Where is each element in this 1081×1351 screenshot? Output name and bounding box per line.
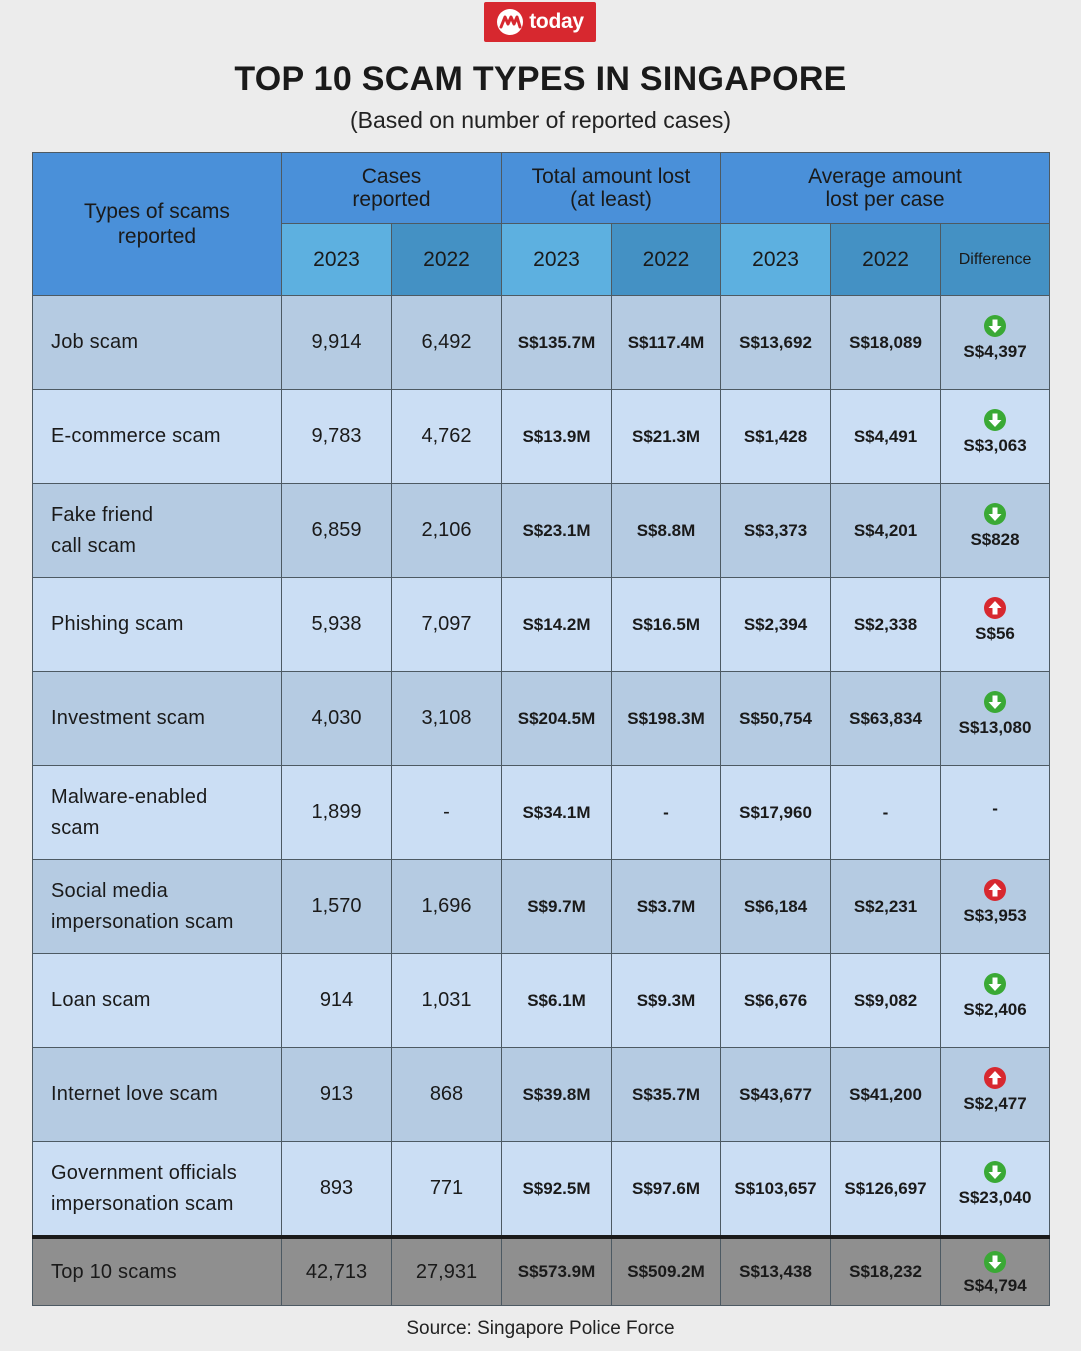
difference-cell [941,672,1050,766]
difference-value: - [992,798,998,818]
arrow-down-icon [984,973,1006,995]
avg-2023-cell: S$17,960 [721,766,831,860]
difference-value: S$4,397 [963,342,1027,361]
cases-2022-cell: 771 [392,1142,502,1238]
difference-cell [941,1048,1050,1142]
cases-2023-cell: 893 [282,1142,392,1238]
header-total-lost: Total amount lost (at least) [502,153,721,224]
cases-2022-cell: 27,931 [392,1237,502,1306]
avg-2023-cell: S$13,438 [721,1237,831,1306]
today-logo [484,2,596,42]
difference-cell [941,484,1050,578]
cases-2023-cell: 42,713 [282,1237,392,1306]
difference-value: S$13,080 [958,718,1032,737]
logo-text: today [529,10,584,33]
avg-2023-cell: S$103,657 [721,1142,831,1238]
lost-2022-cell: S$9.3M [612,954,721,1048]
difference-group [941,597,1049,644]
difference-value: S$3,953 [963,906,1027,925]
difference-group [941,315,1049,362]
cases-2023-cell: 1,570 [282,860,392,954]
lost-2022-cell: S$97.6M [612,1142,721,1238]
table-row [33,1048,1050,1142]
scam-type-cell: E-commerce scam [33,390,282,484]
scam-type-cell: Internet love scam [33,1048,282,1142]
avg-2023-cell: S$6,184 [721,860,831,954]
difference-value: S$23,040 [958,1188,1032,1207]
lost-2022-cell: S$509.2M [612,1237,721,1306]
table-row [33,484,1050,578]
scam-type-cell: Phishing scam [33,578,282,672]
header-types: Types of scams reported [33,153,282,296]
table-row [33,860,1050,954]
difference-value: S$3,063 [963,436,1027,455]
cases-2022-cell: - [392,766,502,860]
cases-2023-cell: 6,859 [282,484,392,578]
avg-2023-cell: S$50,754 [721,672,831,766]
total-row [33,1237,1050,1306]
difference-group [941,973,1049,1020]
cases-2022-cell: 7,097 [392,578,502,672]
source-note: Source: Singapore Police Force [406,1318,675,1339]
lost-2022-cell: - [612,766,721,860]
scam-type-cell: Social media impersonation scam [33,860,282,954]
lost-2023-cell: S$573.9M [502,1237,612,1306]
avg-2022-cell: S$126,697 [831,1142,941,1238]
cases-2022-cell: 1,696 [392,860,502,954]
avg-2022-cell: S$2,338 [831,578,941,672]
scam-type-cell: Loan scam [33,954,282,1048]
lost-2022-cell: S$8.8M [612,484,721,578]
avg-2022-cell: S$9,082 [831,954,941,1048]
header-cases: Cases reported [282,153,502,224]
avg-2022-cell: S$4,491 [831,390,941,484]
lost-2023-cell: S$92.5M [502,1142,612,1238]
avg-2023-cell: S$1,428 [721,390,831,484]
cases-2023-cell: 914 [282,954,392,1048]
table-row [33,390,1050,484]
lost-2022-cell: S$198.3M [612,672,721,766]
arrow-up-icon [984,597,1006,619]
header-cases-2022: 2022 [392,224,502,296]
lost-2023-cell: S$204.5M [502,672,612,766]
arrow-down-icon [984,1251,1006,1273]
cases-2023-cell: 4,030 [282,672,392,766]
avg-2022-cell: S$18,232 [831,1237,941,1306]
avg-2022-cell: S$18,089 [831,296,941,390]
avg-2023-cell: S$2,394 [721,578,831,672]
lost-2022-cell: S$21.3M [612,390,721,484]
arrow-down-icon [984,503,1006,525]
header-cases-2023: 2023 [282,224,392,296]
lost-2023-cell: S$6.1M [502,954,612,1048]
avg-2023-cell: S$3,373 [721,484,831,578]
header-avg-2023: 2023 [721,224,831,296]
cases-2022-cell: 3,108 [392,672,502,766]
cases-2023-cell: 5,938 [282,578,392,672]
lost-2022-cell: S$117.4M [612,296,721,390]
scam-table [32,152,1050,1306]
arrow-down-icon [984,691,1006,713]
scam-type-cell: Top 10 scams [33,1237,282,1306]
difference-group [941,691,1049,738]
cases-2022-cell: 1,031 [392,954,502,1048]
difference-group [941,409,1049,456]
header-average-lost: Average amount lost per case [721,153,1050,224]
avg-2023-cell: S$6,676 [721,954,831,1048]
cases-2023-cell: 913 [282,1048,392,1142]
table-row [33,578,1050,672]
page-subtitle: (Based on number of reported cases) [350,107,731,133]
difference-value: S$2,406 [963,1000,1027,1019]
difference-cell [941,954,1050,1048]
cases-2022-cell: 868 [392,1048,502,1142]
difference-value: S$4,794 [963,1275,1027,1295]
table-body [33,296,1050,1306]
lost-2022-cell: S$35.7M [612,1048,721,1142]
lost-2023-cell: S$9.7M [502,860,612,954]
difference-cell [941,296,1050,390]
lost-2023-cell: S$14.2M [502,578,612,672]
table-row [33,672,1050,766]
today-logo-icon [496,8,524,36]
lost-2023-cell: S$13.9M [502,390,612,484]
scam-type-cell: Government officials impersonation scam [33,1142,282,1238]
scam-type-cell: Investment scam [33,672,282,766]
avg-2022-cell: S$2,231 [831,860,941,954]
avg-2023-cell: S$13,692 [721,296,831,390]
avg-2022-cell: - [831,766,941,860]
cases-2023-cell: 9,914 [282,296,392,390]
header-difference: Difference [941,224,1050,296]
lost-2022-cell: S$3.7M [612,860,721,954]
difference-value: S$828 [970,530,1020,549]
difference-group [941,503,1049,550]
difference-cell [941,390,1050,484]
difference-cell [941,1237,1050,1306]
table-row [33,766,1050,860]
table-row [33,296,1050,390]
scam-type-cell: Malware-enabled scam [33,766,282,860]
difference-group [941,799,1049,819]
difference-value: S$2,477 [963,1094,1027,1113]
difference-group [941,879,1049,926]
lost-2022-cell: S$16.5M [612,578,721,672]
arrow-up-icon [984,879,1006,901]
avg-2023-cell: S$43,677 [721,1048,831,1142]
lost-2023-cell: S$23.1M [502,484,612,578]
cases-2023-cell: 1,899 [282,766,392,860]
lost-2023-cell: S$135.7M [502,296,612,390]
avg-2022-cell: S$63,834 [831,672,941,766]
cases-2022-cell: 6,492 [392,296,502,390]
cases-2022-cell: 4,762 [392,390,502,484]
cases-2022-cell: 2,106 [392,484,502,578]
table-row [33,954,1050,1048]
header-lost-2022: 2022 [612,224,721,296]
arrow-down-icon [984,409,1006,431]
header-lost-2023: 2023 [502,224,612,296]
avg-2022-cell: S$41,200 [831,1048,941,1142]
lost-2023-cell: S$34.1M [502,766,612,860]
scam-type-cell: Job scam [33,296,282,390]
table-row [33,1142,1050,1238]
arrow-down-icon [984,1161,1006,1183]
difference-value: S$56 [975,624,1015,643]
avg-2022-cell: S$4,201 [831,484,941,578]
difference-cell [941,766,1050,860]
difference-cell [941,578,1050,672]
difference-group [941,1161,1049,1208]
scam-type-cell: Fake friend call scam [33,484,282,578]
header-avg-2022: 2022 [831,224,941,296]
arrow-down-icon [984,315,1006,337]
difference-cell [941,860,1050,954]
difference-group [941,1251,1049,1296]
arrow-up-icon [984,1067,1006,1089]
difference-cell [941,1142,1050,1238]
lost-2023-cell: S$39.8M [502,1048,612,1142]
page-title: TOP 10 SCAM TYPES IN SINGAPORE [234,60,847,98]
cases-2023-cell: 9,783 [282,390,392,484]
difference-group [941,1067,1049,1114]
